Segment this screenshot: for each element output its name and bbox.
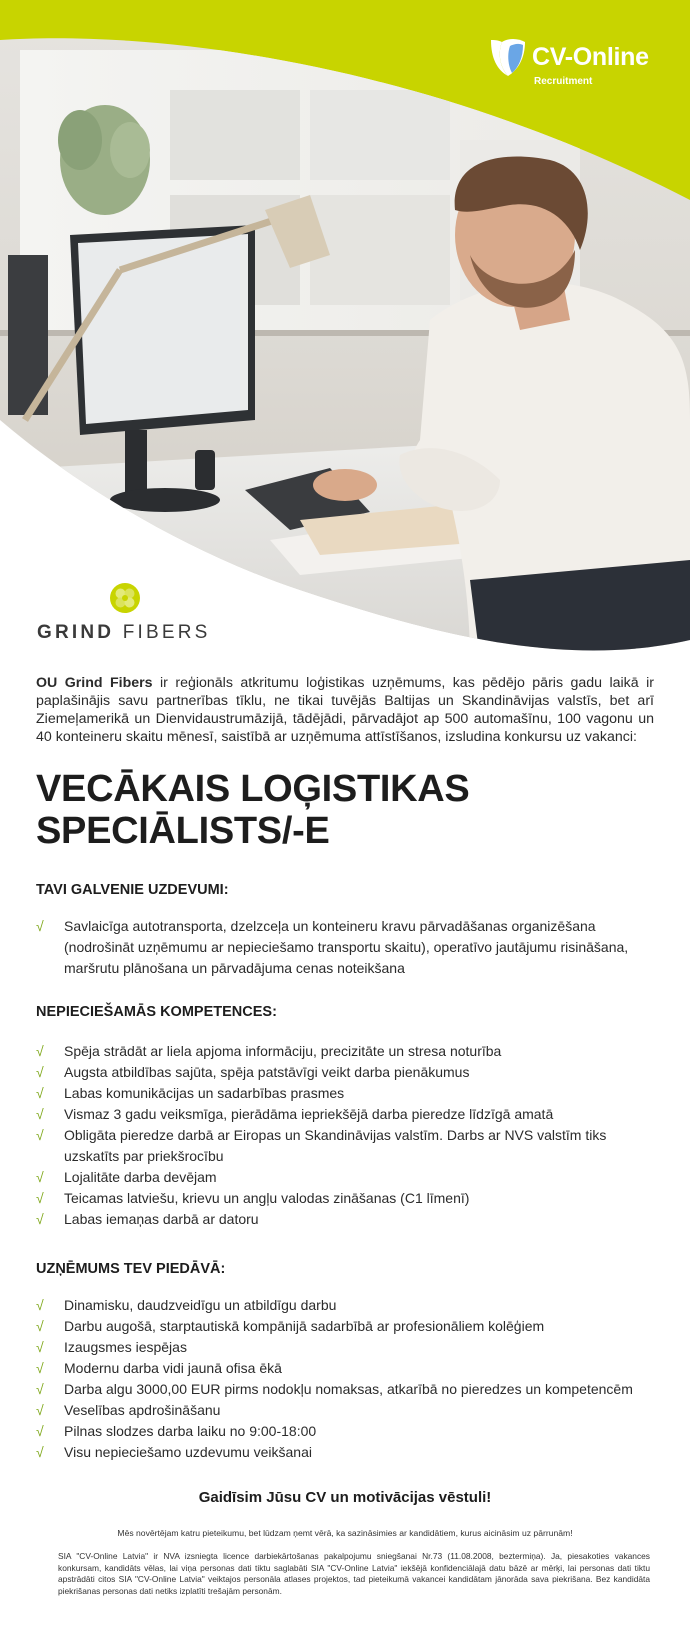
grind-fibers-logo (37, 582, 267, 642)
check-icon: √ (36, 1297, 44, 1313)
grind-fibers-mark-icon (109, 582, 141, 614)
hero-photo (0, 0, 690, 660)
check-icon: √ (36, 1064, 44, 1080)
tasks-list (36, 916, 656, 979)
list-item: √ Veselības apdrošināšanu (36, 1400, 656, 1421)
check-icon: √ (36, 918, 44, 934)
intro-text: ir reģionāls atkritumu loģistikas uzņēmums, kas pēdējo pāris gadu laikā ir paplašinājis savu partnerības tīklu, ne tikai tuvējās Baltijas un Skandināvijas valstīs, bet arī Ziemeļamerikā un Dienvidaustrumāzijā, tādējādi, pārvadājot ap 500 automašīnu, 100 vagonu un 40 konteineru skaitu mēnesī, saistībā ar uzņēmuma attīstīšanos, izsludina konkursu uz vakanci: (36, 675, 654, 745)
list-item: √ Savlaicīga autotransporta, dzelzceļa un konteineru kravu pārvadāšanas organizēšana (nodrošināt uzņēmumu ar nepieciešamo transportu skaitu), operatīvo jautājumu risināšana, maršrutu plānošana un pārvadājuma cenas noteikšana (36, 918, 629, 976)
offer-heading: UZŅĒMUMS TEV PIEDĀVĀ: (36, 1261, 226, 1277)
hero-banner (0, 0, 690, 660)
closing-call-to-action: Gaidīsim Jūsu CV un motivācijas vēstuli! (198, 1489, 492, 1506)
list-item: √ Darba algu 3000,00 EUR pirms nodokļu nomaksas, atkarībā no pieredzes un kompetencēm (36, 1379, 656, 1400)
competences-list (36, 1041, 656, 1230)
cv-online-shield-icon (488, 36, 530, 78)
check-icon: √ (36, 1423, 44, 1439)
check-icon: √ (36, 1339, 44, 1355)
list-item: √ Pilnas slodzes darba laiku no 9:00-18:00 (36, 1421, 656, 1442)
check-icon: √ (36, 1043, 44, 1059)
offer-list (36, 1295, 656, 1463)
check-icon: √ (36, 1127, 44, 1143)
job-title: VECĀKAIS LOĢISTIKAS SPECIĀLISTS/-E (36, 768, 470, 852)
check-icon: √ (36, 1106, 44, 1122)
check-icon: √ (36, 1381, 44, 1397)
check-icon: √ (36, 1318, 44, 1334)
list-item: √ Modernu darba vidi jaunā ofisa ēkā (36, 1358, 656, 1379)
check-icon: √ (36, 1085, 44, 1101)
company-name: OU Grind Fibers (36, 675, 153, 691)
list-item: √ Labas komunikācijas un sadarbības prasmes (36, 1083, 656, 1104)
list-item: √ Dinamisku, daudzveidīgu un atbildīgu darbu (36, 1295, 656, 1316)
competences-heading: NEPIECIEŠAMĀS KOMPETENCES: (36, 1004, 277, 1020)
legal-disclaimer: SIA "CV-Online Latvia" ir NVA izsniegta licence darbiekārtošanas pakalpojumu sniegšanai Nr.73 (11.08.2008, beztermiņa). Ja, piesakoties vakances konkursam, kandidāts vēlas, lai viņa personas dati tiktu saglabāti SIA "CV-Online Latvia" iekšējā konfidenciālajā datu bāzē ar mērķi, lai personas dati tiktu apstrādāti citos SIA "CV-Online Latvia" veiktajos personāla atlases projektos, tad pieteikumā vakancei kandidātam jānorāda sava piekrišana. Bez kandidāta piekrišanas personas dati netiks izplatīti trešajām personām. (58, 1551, 650, 1596)
list-item: √ Visu nepieciešamo uzdevumu veikšanai (36, 1442, 656, 1463)
list-item: √ Lojalitāte darba devējam (36, 1167, 656, 1188)
list-item: √ Labas iemaņas darbā ar datoru (36, 1209, 656, 1230)
tasks-heading: TAVI GALVENIE UZDEVUMI: (36, 882, 229, 898)
list-item: √ Augsta atbildības sajūta, spēja patstāvīgi veikt darba pienākumus (36, 1062, 656, 1083)
grind-fibers-wordmark: GRIND FIBERS (37, 622, 211, 643)
intro-paragraph (36, 674, 654, 746)
check-icon: √ (36, 1402, 44, 1418)
cv-online-brand-name: CV-Online (532, 43, 649, 71)
list-item: √ Obligāta pieredze darbā ar Eiropas un Skandināvijas valstīm. Darbs ar NVS valstīm tiks uzskatīts par priekšrocību (36, 1127, 607, 1164)
check-icon: √ (36, 1211, 44, 1227)
check-icon: √ (36, 1360, 44, 1376)
list-item: √ Vismaz 3 gadu veiksmīga, pierādāma iepriekšējā darba pieredze līdzīgā amatā (36, 1104, 656, 1125)
cv-online-tagline: Recruitment (534, 76, 593, 87)
check-icon: √ (36, 1444, 44, 1460)
check-icon: √ (36, 1190, 44, 1206)
list-item: √ Darbu augošā, starptautiskā kompānijā sadarbībā ar profesionāliem kolēģiem (36, 1316, 656, 1337)
list-item: √ Teicamas latviešu, krievu un angļu valodas zināšanas (C1 līmenī) (36, 1188, 656, 1209)
list-item: √ Spēja strādāt ar liela apjoma informāciju, precizitāte un stresa noturība (36, 1041, 656, 1062)
list-item: √ Izaugsmes iespējas (36, 1337, 656, 1358)
cv-online-logo[interactable] (488, 36, 668, 92)
selection-note: Mēs novērtējam katru pieteikumu, bet lūdzam ņemt vērā, ka sazināsimies ar kandidātiem, kurus aicināsim uz pārrunām! (117, 1528, 573, 1538)
check-icon: √ (36, 1169, 44, 1185)
